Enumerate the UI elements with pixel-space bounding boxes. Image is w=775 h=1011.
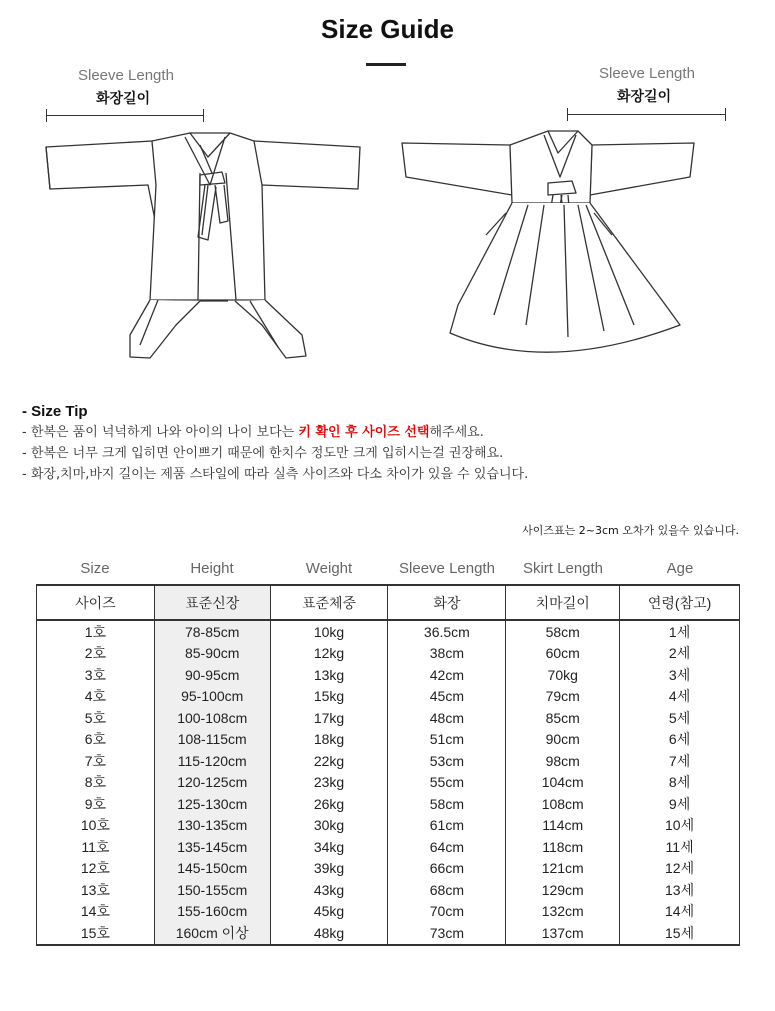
- cell-height: 130-135cm: [154, 815, 270, 837]
- page-title: Size Guide: [321, 14, 454, 44]
- header-age: 연령(참고): [620, 585, 740, 620]
- cell-skirt: 79cm: [506, 686, 620, 708]
- header-skirt: 치마길이: [506, 585, 620, 620]
- table-row: [37, 750, 740, 772]
- cell-sleeve: 45cm: [388, 686, 506, 708]
- cell-sleeve: 36.5cm: [388, 620, 506, 643]
- cell-skirt: 70kg: [506, 664, 620, 686]
- cell-size: 13호: [37, 879, 155, 901]
- cell-height: 155-160cm: [154, 901, 270, 923]
- cell-skirt: 98cm: [506, 750, 620, 772]
- size-tip-highlight: 키 확인 후 사이즈 선택: [298, 425, 430, 440]
- cell-size: 11호: [37, 836, 155, 858]
- cell-sleeve: 58cm: [388, 793, 506, 815]
- cell-age: 11세: [620, 836, 740, 858]
- tolerance-note: 사이즈표는 2~3cm 오차가 있을수 있습니다.: [522, 524, 739, 537]
- table-row: [37, 664, 740, 686]
- cell-weight: 12kg: [270, 643, 388, 665]
- cell-age: 5세: [620, 707, 740, 729]
- cell-size: 10호: [37, 815, 155, 837]
- table-row: [37, 686, 740, 708]
- cell-size: 1호: [37, 620, 155, 643]
- table-row: [37, 643, 740, 665]
- cell-weight: 10kg: [270, 620, 388, 643]
- cell-weight: 48kg: [270, 922, 388, 945]
- cell-weight: 15kg: [270, 686, 388, 708]
- cell-height: 108-115cm: [154, 729, 270, 751]
- cell-size: 15호: [37, 922, 155, 945]
- cell-size: 4호: [37, 686, 155, 708]
- cell-weight: 34kg: [270, 836, 388, 858]
- cell-age: 14세: [620, 901, 740, 923]
- size-table-header-row: [37, 585, 740, 620]
- cell-weight: 39kg: [270, 858, 388, 880]
- cell-weight: 23kg: [270, 772, 388, 794]
- cell-height: 135-145cm: [154, 836, 270, 858]
- cell-age: 6세: [620, 729, 740, 751]
- en-header-sleeve-length: Sleeve Length: [399, 560, 495, 577]
- cell-age: 9세: [620, 793, 740, 815]
- cell-weight: 43kg: [270, 879, 388, 901]
- left-sleeve-label-en: Sleeve Length: [78, 67, 174, 84]
- cell-weight: 17kg: [270, 707, 388, 729]
- cell-height: 115-120cm: [154, 750, 270, 772]
- header-sleeve: 화장: [388, 585, 506, 620]
- cell-weight: 13kg: [270, 664, 388, 686]
- cell-skirt: 118cm: [506, 836, 620, 858]
- cell-sleeve: 53cm: [388, 750, 506, 772]
- cell-skirt: 121cm: [506, 858, 620, 880]
- cell-age: 3세: [620, 664, 740, 686]
- cell-sleeve: 48cm: [388, 707, 506, 729]
- table-row: [37, 836, 740, 858]
- table-row: [37, 772, 740, 794]
- header-weight: 표준체중: [270, 585, 388, 620]
- cell-sleeve: 70cm: [388, 901, 506, 923]
- title-underline: [366, 63, 406, 66]
- cell-sleeve: 61cm: [388, 815, 506, 837]
- en-header-size: Size: [80, 560, 110, 577]
- cell-sleeve: 64cm: [388, 836, 506, 858]
- cell-height: 78-85cm: [154, 620, 270, 643]
- left-sleeve-label-ko: 화장길이: [96, 91, 151, 107]
- cell-size: 14호: [37, 901, 155, 923]
- cell-skirt: 90cm: [506, 729, 620, 751]
- cell-age: 7세: [620, 750, 740, 772]
- left-sleeve-measure-line: [46, 115, 204, 116]
- cell-skirt: 104cm: [506, 772, 620, 794]
- english-column-headers: [36, 560, 740, 577]
- cell-weight: 18kg: [270, 729, 388, 751]
- cell-size: 5호: [37, 707, 155, 729]
- cell-height: 90-95cm: [154, 664, 270, 686]
- girls-hanbok-illustration: [398, 125, 698, 370]
- cell-age: 8세: [620, 772, 740, 794]
- cell-skirt: 132cm: [506, 901, 620, 923]
- en-header-skirt-length: Skirt Length: [522, 560, 604, 577]
- cell-sleeve: 51cm: [388, 729, 506, 751]
- cell-size: 6호: [37, 729, 155, 751]
- table-row: [37, 815, 740, 837]
- cell-size: 2호: [37, 643, 155, 665]
- size-tip-title: - Size Tip: [22, 403, 88, 420]
- cell-sleeve: 66cm: [388, 858, 506, 880]
- table-row: [37, 901, 740, 923]
- table-row: [37, 707, 740, 729]
- cell-age: 2세: [620, 643, 740, 665]
- cell-skirt: 60cm: [506, 643, 620, 665]
- cell-age: 12세: [620, 858, 740, 880]
- size-tips: [22, 401, 528, 485]
- en-header-weight: Weight: [305, 560, 353, 577]
- cell-height: 100-108cm: [154, 707, 270, 729]
- cell-age: 10세: [620, 815, 740, 837]
- en-header-height: Height: [190, 560, 234, 577]
- table-row: [37, 620, 740, 643]
- cell-sleeve: 55cm: [388, 772, 506, 794]
- cell-height: 95-100cm: [154, 686, 270, 708]
- cell-skirt: 108cm: [506, 793, 620, 815]
- cell-sleeve: 42cm: [388, 664, 506, 686]
- right-sleeve-label-en: Sleeve Length: [599, 65, 695, 82]
- header-size: 사이즈: [37, 585, 155, 620]
- size-table: [36, 584, 740, 946]
- size-tip-line-1: - 한복은 품이 넉넉하게 나와 아이의 나이 보다는 키 확인 후 사이즈 선택해주세요.: [22, 425, 484, 440]
- cell-height: 150-155cm: [154, 879, 270, 901]
- table-row: [37, 922, 740, 945]
- cell-sleeve: 38cm: [388, 643, 506, 665]
- cell-weight: 26kg: [270, 793, 388, 815]
- cell-skirt: 129cm: [506, 879, 620, 901]
- cell-weight: 45kg: [270, 901, 388, 923]
- cell-weight: 30kg: [270, 815, 388, 837]
- boys-hanbok-illustration: [40, 125, 380, 370]
- cell-skirt: 85cm: [506, 707, 620, 729]
- size-tip-line-3: - 화장,치마,바지 길이는 제품 스타일에 따라 실측 사이즈와 다소 차이가 있을 수 있습니다.: [22, 467, 529, 482]
- cell-height: 120-125cm: [154, 772, 270, 794]
- cell-skirt: 58cm: [506, 620, 620, 643]
- table-row: [37, 858, 740, 880]
- cell-height: 145-150cm: [154, 858, 270, 880]
- table-row: [37, 793, 740, 815]
- right-sleeve-label-ko: 화장길이: [617, 89, 672, 105]
- cell-size: 7호: [37, 750, 155, 772]
- cell-age: 13세: [620, 879, 740, 901]
- table-row: [37, 729, 740, 751]
- table-row: [37, 879, 740, 901]
- en-header-age: Age: [666, 560, 694, 577]
- cell-age: 1세: [620, 620, 740, 643]
- cell-weight: 22kg: [270, 750, 388, 772]
- cell-skirt: 114cm: [506, 815, 620, 837]
- cell-sleeve: 73cm: [388, 922, 506, 945]
- cell-skirt: 137cm: [506, 922, 620, 945]
- cell-size: 8호: [37, 772, 155, 794]
- cell-sleeve: 68cm: [388, 879, 506, 901]
- cell-age: 15세: [620, 922, 740, 945]
- right-sleeve-measure-line: [567, 114, 726, 115]
- size-tip-line-2: - 한복은 너무 크게 입히면 안이쁘기 때문에 한치수 정도만 크게 입히시는걸 권장해요.: [22, 446, 504, 461]
- cell-age: 4세: [620, 686, 740, 708]
- cell-height: 125-130cm: [154, 793, 270, 815]
- cell-size: 9호: [37, 793, 155, 815]
- cell-height: 85-90cm: [154, 643, 270, 665]
- header-height: 표준신장: [154, 585, 270, 620]
- cell-size: 3호: [37, 664, 155, 686]
- cell-size: 12호: [37, 858, 155, 880]
- cell-height: 160cm 이상: [154, 922, 270, 945]
